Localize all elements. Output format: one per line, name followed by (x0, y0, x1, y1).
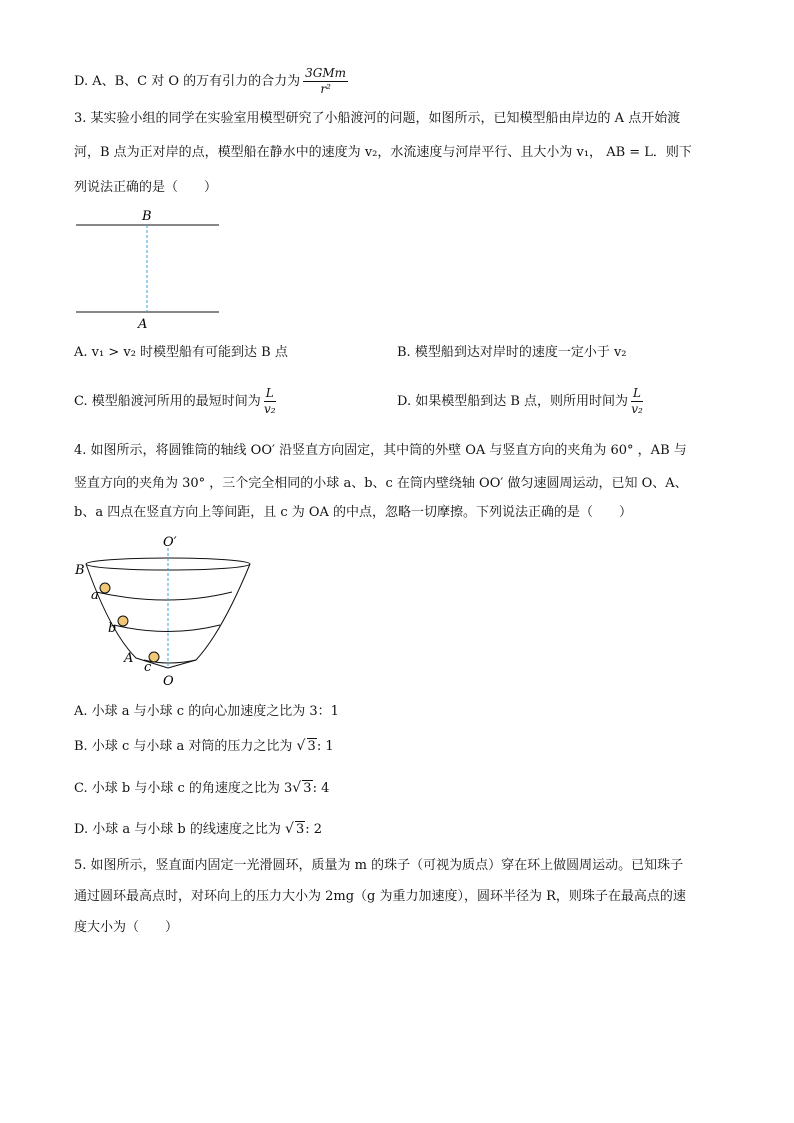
q3-option-b: B. 模型船到达对岸时的速度一定小于 v₂ (397, 345, 627, 360)
q3-option-a: A. v₁ > v₂ 时模型船有可能到达 B 点 (74, 345, 288, 360)
q3-river-figure (70, 204, 230, 332)
q4-cone-figure (70, 532, 270, 692)
q3-stem-line2: 河，B 点为正对岸的点，模型船在静水中的速度为 v₂，水流速度与河岸平行、且大小为 v₁， AB = L．则下 (74, 145, 692, 160)
q4-option-a: A. 小球 a 与小球 c 的向心加速度之比为 3：1 (74, 704, 339, 719)
q4-label-o-prime: O′ (163, 535, 177, 550)
q4-ring-b (114, 625, 220, 632)
q4-ball-b (118, 616, 128, 626)
q4-ring-a (96, 592, 232, 600)
q3-option-d: D. 如果模型船到达 B 点，则所用时间为 $\frac{L}{\text{v₂}}$ (397, 386, 643, 416)
q4-label-b-point: B (75, 563, 85, 578)
q2-option-d: D. A、B、C 对 O 的万有引力的合力为 $\frac{\text{3GMm}}{\text{r²}}$ (74, 66, 347, 96)
q4-label-a-ball: a (91, 588, 99, 603)
q5-stem-line1: 5. 如图所示，竖直面内固定一光滑圆环，质量为 m 的珠子（可视为质点）穿在环上做圆周运动。已知珠子 (74, 858, 684, 873)
q2-option-d-fraction: $\frac{\text{3GMm}}{\text{r²}}$ (305, 66, 347, 96)
q3-stem-line3: 列说法正确的是（ ） (74, 180, 218, 195)
q5-stem-line3: 度大小为（ ） (74, 920, 179, 935)
q4-ball-a (100, 583, 110, 593)
q4-label-o: O (163, 674, 174, 689)
q4-label-b-ball: b (108, 621, 117, 636)
q3-label-b: B (142, 209, 152, 224)
q4-stem-line3: b、a 四点在竖直方向上等间距，且 c 为 OA 的中点，忽略一切摩擦。下列说法正确的是（ ） (74, 505, 633, 520)
q4-option-c: C. 小球 b 与小球 c 的角速度之比为 3√ 3: 4 (74, 779, 329, 799)
q4-right-wall (168, 564, 250, 668)
q4-stem-line2: 竖直方向的夹角为 30° ，三个完全相同的小球 a、b、c 在筒内壁绕轴 OO′ 做匀速圆周运动，已知 O、A、 (74, 476, 688, 491)
q3-stem-line1: 3. 某实验小组的同学在实验室用模型研究了小船渡河的问题，如图所示，已知模型船由岸边的 A 点开始渡 (74, 111, 681, 126)
q3-label-a: A (138, 317, 148, 332)
q4-option-d: D. 小球 a 与小球 b 的线速度之比为 √ 3: 2 (74, 820, 322, 840)
q4-label-c-ball: c (144, 660, 152, 675)
q3-option-c: C. 模型船渡河所用的最短时间为 $\frac{L}{\text{v₂}}$ (74, 386, 276, 416)
q4-option-b: B. 小球 c 与小球 a 对筒的压力之比为 √ 3: 1 (74, 737, 334, 757)
q4-stem-line1: 4. 如图所示，将圆锥筒的轴线 OO′ 沿竖直方向固定，其中筒的外壁 OA 与竖直方向的夹角为 60° ，AB 与 (74, 443, 687, 458)
q4-label-a-point: A (124, 651, 134, 666)
q5-stem-line2: 通过圆环最高点时，对环向上的压力大小为 2mg（g 为重力加速度），圆环半径为 R，则珠子在最高点的速 (74, 889, 686, 904)
